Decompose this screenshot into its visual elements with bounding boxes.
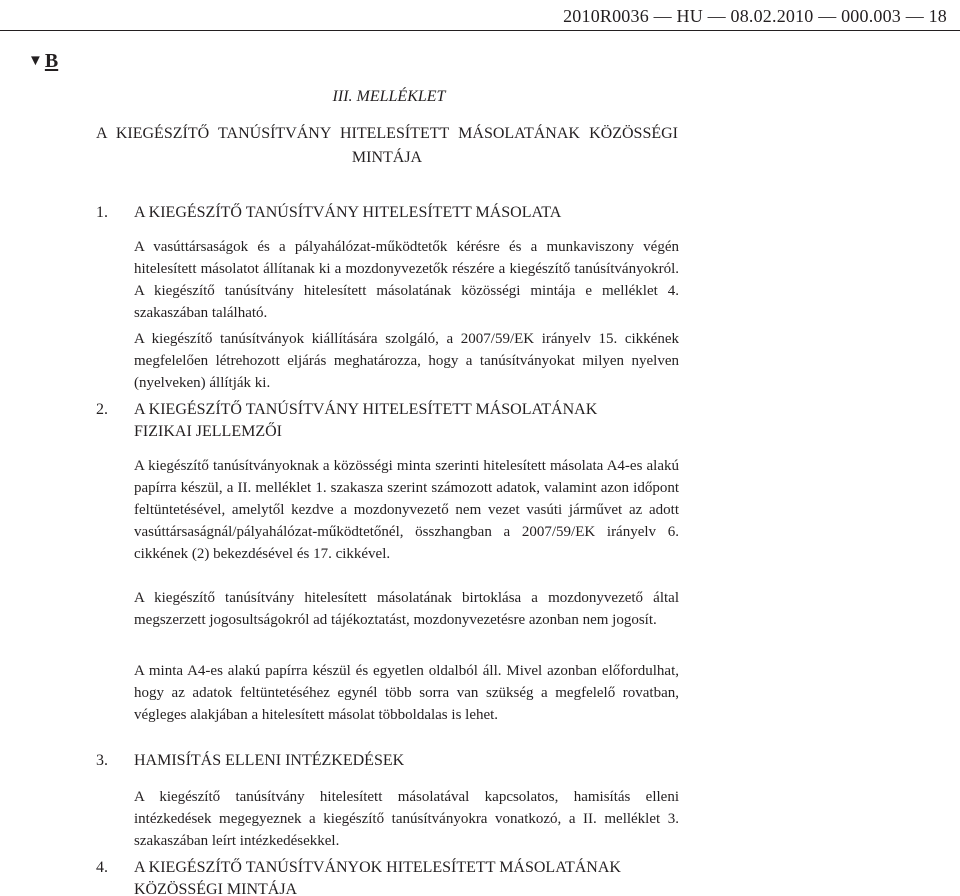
section-heading-text: HAMISÍTÁS ELLENI INTÉZKEDÉSEK: [134, 752, 405, 769]
document-reference: 2010R0036 — HU — 08.02.2010 — 000.003 — 18: [563, 6, 947, 26]
amendment-marker: [28, 50, 58, 73]
section-4-heading: [96, 857, 696, 896]
section-2-paragraph-2: A kiegészítő tanúsítvány hitelesített másolatának birtoklása a mozdonyvezető által megszerzett jogosultságokról ad tájékoztatást, mozdonyvezetésre azonban nem jogosít.: [134, 590, 679, 628]
section-heading-line-1: A KIEGÉSZÍTŐ TANÚSÍTVÁNYOK HITELESÍTETT MÁSOLATÁNAK: [134, 859, 621, 876]
section-3-paragraph-1: A kiegészítő tanúsítvány hitelesített másolatával kapcsolatos, hamisítás elleni intézkedések megegyeznek a kiegészítő tanúsítványokra vonatkozó, a II. melléklet 3. szakaszában leírt intézkedésekkel.: [134, 789, 679, 849]
section-heading-text: A KIEGÉSZÍTŐ TANÚSÍTVÁNY HITELESÍTETT MÁSOLATA: [134, 204, 562, 221]
section-heading-line-1: A KIEGÉSZÍTŐ TANÚSÍTVÁNY HITELESÍTETT MÁSOLATÁNAK: [134, 401, 598, 418]
section-1-heading: [96, 202, 696, 224]
section-2-heading: [96, 399, 696, 443]
section-1-paragraph-1: A vasúttársaságok és a pályahálózat-működtetők kérésre és a munkaviszony végén hitelesített másolatot állítanak ki a mozdonyvezetők részére a kiegészítő tanúsítványokról. A kiegészítő tanúsítvány hitelesített másolatának közösségi mintája e melléklet 4. szakaszában található.: [134, 239, 679, 321]
section-2-paragraph-1: A kiegészítő tanúsítványoknak a közösségi minta szerinti hitelesített másolata A4-es alakú papírra készül, a II. melléklet 1. szakasza szerint számozott adatok, valamint azon időpont feltüntetésével, amelytől kezdve a mozdonyvezető nem vezet vasúti járművet az adott vasúttársaságnál/pályahálózat-működtetőnél, összhangban a 2007/59/EK irányelv 6. cikkének (2) bekezdésével és 17. cikkével.: [134, 458, 679, 562]
annex-title: A KIEGÉSZÍTŐ TANÚSÍTVÁNY HITELESÍTETT MÁSOLATÁNAK KÖZÖSSÉGI MINTÁJA: [96, 125, 678, 166]
section-2-paragraph-3: A minta A4-es alakú papírra készül és egyetlen oldalból áll. Mivel azonban előfordulhat, hogy az adatok feltüntetéséhez egynél több sorra van szükség a megfelelő rovatban, végleges alakjában a hitelesített másolat többoldalas is lehet.: [134, 663, 679, 723]
annex-label: III. MELLÉKLET: [332, 88, 446, 105]
section-heading-line-2: FIZIKAI JELLEMZŐI: [134, 423, 282, 440]
section-number: 4.: [96, 859, 108, 876]
triangle-down-icon: ▼: [28, 53, 43, 69]
section-heading-line-2: KÖZÖSSÉGI MINTÁJA: [134, 881, 298, 896]
section-1-paragraph-2: A kiegészítő tanúsítványok kiállítására szolgáló, a 2007/59/EK irányelv 15. cikkének megfelelően létrehozott eljárás meghatározza, hogy a tanúsítványokat milyen nyelven (nyelveken) állítják ki.: [134, 331, 679, 391]
section-number: 3.: [96, 752, 108, 769]
amendment-marker-letter: B: [44, 50, 59, 72]
header-divider: [0, 30, 960, 31]
section-3-heading: [96, 750, 696, 772]
section-number: 1.: [96, 204, 108, 221]
section-number: 2.: [96, 401, 108, 418]
